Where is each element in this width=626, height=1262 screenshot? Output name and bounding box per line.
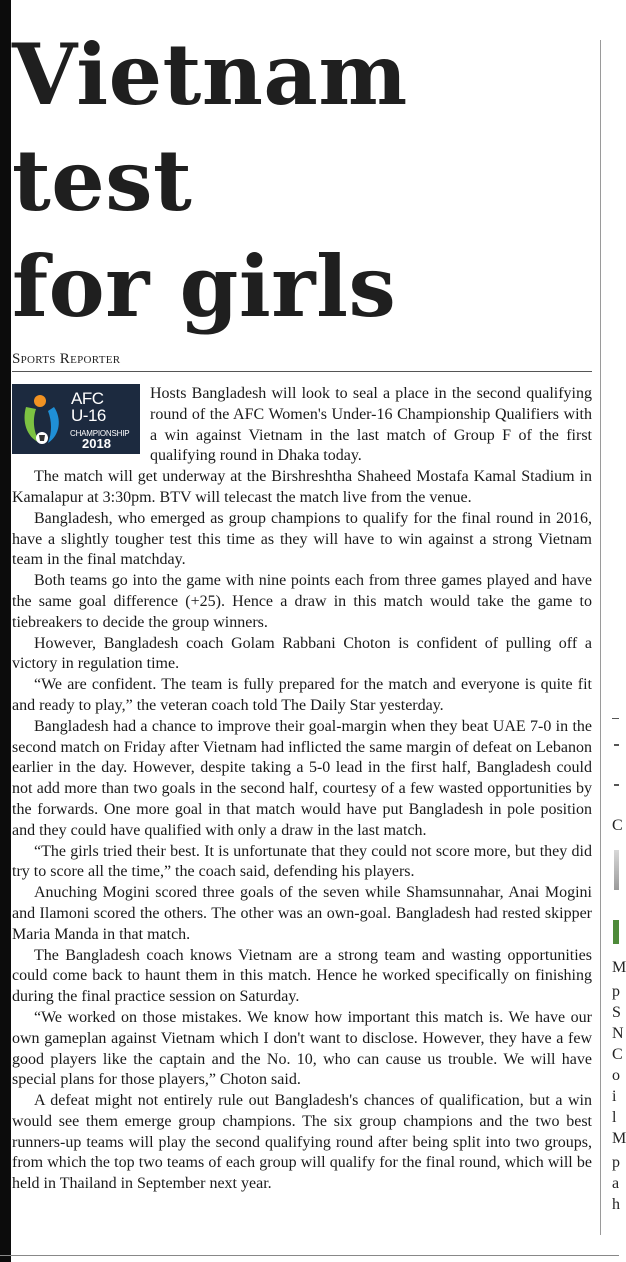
adjacent-letter: p: [612, 1154, 620, 1171]
paragraph-2: The match will get underway at the Birshreshtha Shaheed Mostafa Kamal Stadium in Kamalapur at 3:30pm. BTV will telecast the match live from the venue.: [12, 468, 592, 506]
adjacent-letter: C: [612, 817, 623, 834]
adjacent-letter: M: [612, 959, 626, 976]
adjacent-column-fragment: [602, 700, 626, 1240]
adjacent-letter: i: [612, 1088, 617, 1105]
adjacent-mark: [614, 744, 619, 746]
paragraph-6: “We are confident. The team is fully prepared for the match and everyone is quite fit and ready to play,” the veteran coach told The Daily Star yesterday.: [12, 676, 592, 714]
article: [12, 22, 592, 1195]
mascot-icon: [20, 391, 66, 449]
adjacent-letter: N: [612, 1025, 624, 1042]
adjacent-letter: a: [612, 1175, 620, 1192]
byline: Sports Reporter: [12, 351, 121, 367]
page-edge-bar: [0, 0, 11, 1262]
adjacent-graphic-edge: [613, 920, 619, 944]
adjacent-rule: [612, 718, 619, 719]
afc-u16-championship-logo: [12, 384, 140, 454]
adjacent-mark: [614, 784, 619, 786]
column-divider: [600, 40, 601, 1235]
paragraph-4: Both teams go into the game with nine points each from three games played and have the same goal difference (+25). Hence a draw in this match would take the game to tiebreakers to decide the group winners.: [12, 572, 592, 631]
paragraph-3: Bangladesh, who emerged as group champions to qualify for the final round in 2016, have a slightly tougher test this time as they will have to win against a strong Vietnam team in the final matchday.: [12, 509, 592, 569]
paragraph-8: “The girls tried their best. It is unfortunate that they could not score more, but they did try to score all the time,” the coach said, defending his players.: [12, 842, 592, 881]
headline-line-1: Vietnam test: [12, 25, 408, 230]
byline-row: [12, 350, 592, 372]
page-bottom-rule: [0, 1255, 619, 1256]
adjacent-letter: h: [612, 1196, 620, 1213]
logo-text-afc: AFC: [71, 389, 104, 408]
logo-text-championship: CHAMPIONSHIP: [70, 429, 130, 438]
adjacent-letter: o: [612, 1067, 620, 1084]
logo-text-u16: U-16: [71, 406, 106, 425]
adjacent-letter: S: [612, 1004, 621, 1021]
paragraph-1: Hosts Bangladesh will look to seal a place in the second qualifying round of the AFC Women's Under-16 Championship Qualifiers with a win against Vietnam in the last match of Group F of the first qualifying round in Dhaka today.: [150, 385, 592, 465]
headline-line-2: for girls: [12, 237, 397, 336]
paragraph-12: A defeat might not entirely rule out Bangladesh's chances of qualification, but a win would see them emerge group champions. The six group champions and the two best runners-up teams will play the second qualifying round after being split into two groups, from which the top two teams of each group will qualify for the final round, which will be held in Thailand in September next year.: [12, 1092, 592, 1193]
headline: [12, 22, 592, 340]
paragraph-7: Bangladesh had a chance to improve their goal-margin when they beat UAE 7-0 in the second match on Friday after Vietnam had inflicted the same margin of defeat on Lebanon earlier in the day. However, despite taking a 5-0 lead in the first half, Bangladesh could not add more than two goals in the second half, courtesy of a few wasted opportunities by the forwards. One more goal in that match would have put Bangladesh in pole position and they could have qualified with only a draw in the last match.: [12, 717, 592, 839]
logo-text-year: 2018: [82, 436, 111, 451]
adjacent-photo-edge: [614, 850, 619, 890]
paragraph-9: Anuching Mogini scored three goals of the seven while Shamsunnahar, Anai Mogini and Ilamoni scored the others. The other was an own-goal. Bangladesh had rested skipper Maria Manda in that match.: [12, 884, 592, 943]
adjacent-letter: l: [612, 1109, 617, 1126]
article-body: [12, 384, 592, 1195]
adjacent-letter: M: [612, 1130, 626, 1147]
adjacent-letter: p: [612, 983, 620, 1000]
paragraph-10: The Bangladesh coach knows Vietnam are a strong team and wasting opportunities could come back to haunt them in this match. Hence he worked specifically on finishing during the final practice session on Saturday.: [12, 946, 592, 1006]
paragraph-11: “We worked on those mistakes. We know how important this match is. We have our own gameplan against Vietnam which I don't want to disclose. However, they have a few good players like the captain and the No. 10, who can cause us trouble. We will have special plans for those players,” Choton said.: [12, 1008, 592, 1089]
paragraph-5: However, Bangladesh coach Golam Rabbani Choton is confident of pulling off a victory in regulation time.: [12, 634, 592, 673]
adjacent-letter: C: [612, 1046, 623, 1063]
